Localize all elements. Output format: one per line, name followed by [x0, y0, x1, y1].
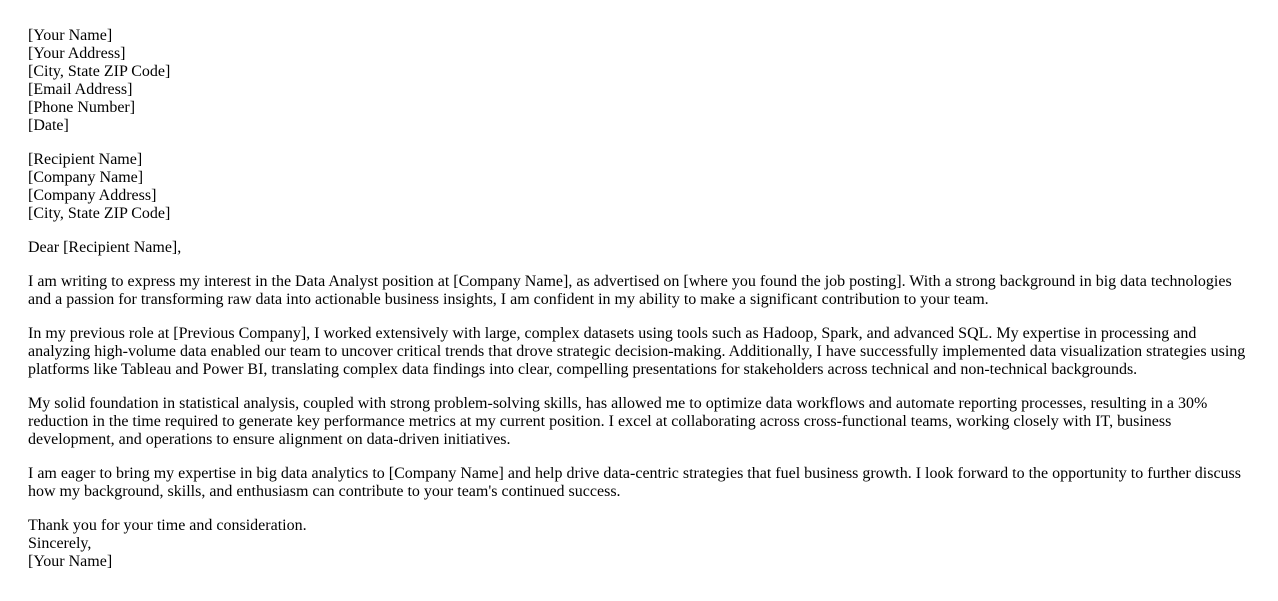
cover-letter: [28, 27, 1254, 571]
recipient-company: [Company Name]: [28, 169, 144, 186]
closing-thanks: Thank you for your time and consideration.: [28, 517, 307, 534]
signature-name: [Your Name]: [28, 553, 113, 570]
closing: [28, 517, 1254, 571]
body-paragraph-1: I am writing to express my interest in the Data Analyst position at [Company Name], as advertised on [where you found the job posting]. With a strong background in big data technologies and a passion for transforming raw data into actionable business insights, I am confident in my ability to make a significant contribution to your team.: [28, 273, 1232, 308]
sender-email: [Email Address]: [28, 81, 133, 98]
recipient-city-state-zip: [City, State ZIP Code]: [28, 205, 171, 222]
sender-city-state-zip: [City, State ZIP Code]: [28, 63, 171, 80]
sender-info: [28, 27, 1254, 135]
salutation: Dear [Recipient Name],: [28, 239, 182, 256]
body-paragraph-3: My solid foundation in statistical analysis, coupled with strong problem-solving skills, has allowed me to optimize data workflows and automate reporting processes, resulting in a 30% reduction in the time required to generate key performance metrics at my current position. I excel at collaborating across cross-functional teams, working closely with IT, business development, and operations to ensure alignment on data-driven initiatives.: [28, 395, 1208, 448]
body-paragraph-2: In my previous role at [Previous Company], I worked extensively with large, complex datasets using tools such as Hadoop, Spark, and advanced SQL. My expertise in processing and analyzing high-volume data enabled our team to uncover critical trends that drove strategic decision-making. Additionally, I have successfully implemented data visualization strategies using platforms like Tableau and Power BI, translating complex data findings into clear, compelling presentations for stakeholders across technical and non-technical backgrounds.: [28, 325, 1246, 378]
closing-signoff: Sincerely,: [28, 535, 92, 552]
sender-name: [Your Name]: [28, 27, 113, 44]
recipient-address: [Company Address]: [28, 187, 157, 204]
sender-phone: [Phone Number]: [28, 99, 136, 116]
sender-address: [Your Address]: [28, 45, 126, 62]
letter-date: [Date]: [28, 117, 69, 134]
recipient-name: [Recipient Name]: [28, 151, 143, 168]
body-paragraph-4: I am eager to bring my expertise in big data analytics to [Company Name] and help drive data-centric strategies that fuel business growth. I look forward to the opportunity to further discuss how my background, skills, and enthusiasm can contribute to your team's continued success.: [28, 465, 1241, 500]
recipient-info: [28, 151, 1254, 223]
